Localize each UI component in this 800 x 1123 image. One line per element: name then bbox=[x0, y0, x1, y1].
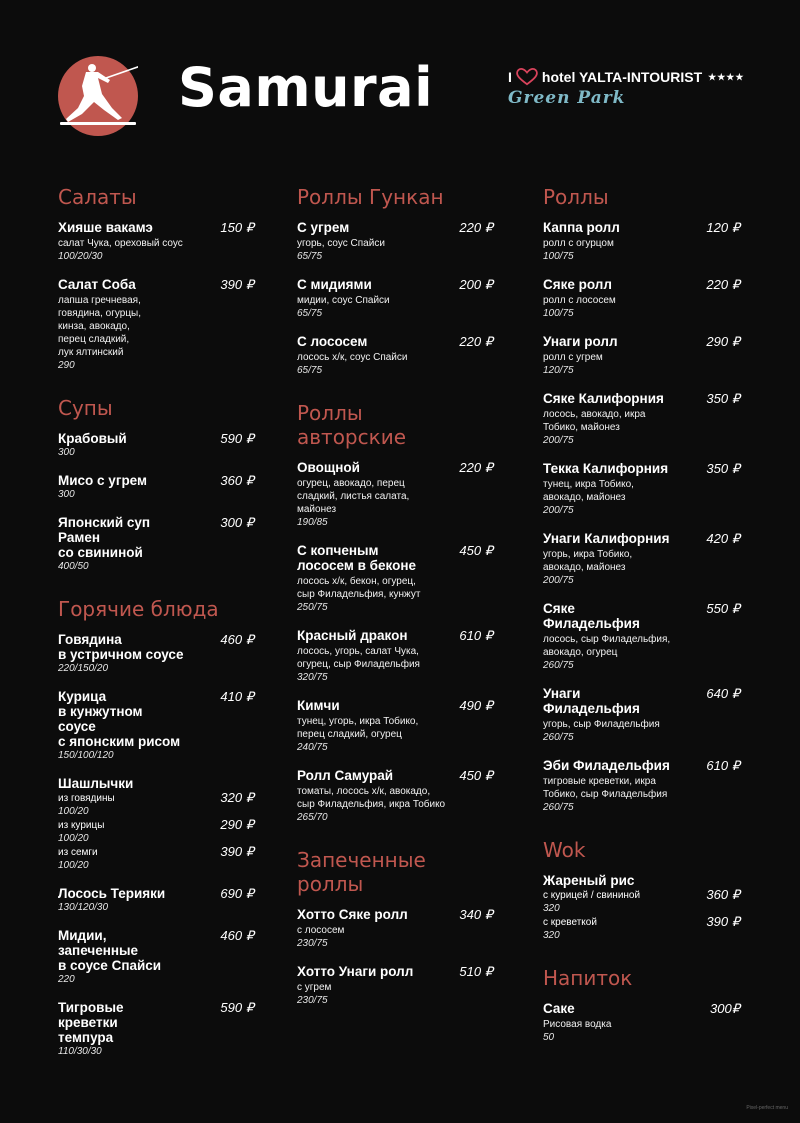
item-price: 460 ₽ bbox=[220, 632, 254, 647]
menu-item bbox=[543, 277, 740, 320]
item-description: угорь, икра Тобико, авокадо, майонез bbox=[543, 549, 633, 573]
item-weight: 230/75 bbox=[297, 938, 328, 949]
item-price: 410 ₽ bbox=[220, 689, 254, 704]
item-name: Салат Соба bbox=[58, 277, 136, 292]
item-weight: 300 bbox=[58, 447, 75, 458]
item-description: салат Чука, ореховый соус bbox=[58, 238, 183, 249]
menu-section bbox=[297, 185, 493, 377]
item-variant bbox=[58, 819, 254, 845]
menu-item bbox=[58, 515, 254, 573]
item-price: 460 ₽ bbox=[220, 928, 254, 943]
item-name: Говядина в устричном соусе bbox=[58, 632, 184, 662]
item-weight: 290 bbox=[58, 360, 75, 371]
item-price: 690 ₽ bbox=[220, 886, 254, 901]
item-name: Хияше вакамэ bbox=[58, 220, 153, 235]
item-description: лосось х/к, бекон, огурец, сыр Филадельфия, кунжут bbox=[297, 576, 421, 600]
item-description: лосось, угорь, салат Чука, огурец, сыр Филадельфия bbox=[297, 646, 420, 670]
item-description: ролл с огурцом bbox=[543, 238, 614, 249]
menu-item bbox=[297, 220, 493, 263]
menu-section bbox=[58, 396, 254, 573]
item-price: 220 ₽ bbox=[706, 277, 740, 292]
item-price: 640 ₽ bbox=[706, 686, 740, 701]
item-name: Тигровые креветки темпура bbox=[58, 1000, 124, 1045]
menu-section bbox=[543, 838, 740, 942]
item-variant bbox=[543, 916, 740, 942]
item-weight: 240/75 bbox=[297, 742, 328, 753]
hotel-line bbox=[508, 68, 748, 86]
item-weight: 190/85 bbox=[297, 517, 328, 528]
section-title: Салаты bbox=[58, 185, 137, 209]
menu-item bbox=[58, 431, 254, 459]
menu-column-3 bbox=[543, 185, 740, 1068]
item-name: Текка Калифорния bbox=[543, 461, 669, 476]
item-price: 450 ₽ bbox=[459, 543, 493, 558]
item-name: Овощной bbox=[297, 460, 360, 475]
menu-section bbox=[297, 848, 493, 1007]
item-price: 220 ₽ bbox=[459, 220, 493, 235]
menu-item bbox=[58, 886, 254, 914]
menu-column-2 bbox=[297, 185, 493, 1031]
item-name: Крабовый bbox=[58, 431, 127, 446]
item-name: Красный дракон bbox=[297, 628, 408, 643]
item-price: 220 ₽ bbox=[459, 334, 493, 349]
section-title: Роллы авторские bbox=[297, 401, 407, 449]
menu-section bbox=[58, 597, 254, 1058]
green-park-label: Green Park bbox=[508, 88, 626, 108]
menu-item bbox=[297, 460, 493, 529]
item-price: 120 ₽ bbox=[706, 220, 740, 235]
variant-label: из говядины bbox=[58, 793, 115, 804]
item-price: 420 ₽ bbox=[706, 531, 740, 546]
item-name: Курица в кунжутном соусе с японским рисом bbox=[58, 689, 181, 749]
item-description: огурец, авокадо, перец сладкий, листья салата, майонез bbox=[297, 478, 410, 515]
item-name: Мидии, запеченные в соусе Спайси bbox=[58, 928, 162, 973]
menu-column-1 bbox=[58, 185, 254, 1082]
item-name: Сяке Калифорния bbox=[543, 391, 664, 406]
item-variant bbox=[58, 846, 254, 872]
item-price: 150 ₽ bbox=[220, 220, 254, 235]
variant-price: 360 ₽ bbox=[706, 887, 740, 902]
section-title: Wok bbox=[543, 838, 586, 862]
menu-item bbox=[543, 1001, 740, 1044]
hotel-prefix: I bbox=[508, 69, 512, 85]
item-description: ролл с лососем bbox=[543, 295, 616, 306]
menu-item bbox=[543, 220, 740, 263]
menu-item bbox=[543, 601, 740, 672]
item-price: 300 ₽ bbox=[220, 515, 254, 530]
item-price: 450 ₽ bbox=[459, 768, 493, 783]
variant-weight: 320 bbox=[543, 903, 560, 914]
footer-note: Pixel-perfect menu bbox=[746, 1105, 788, 1111]
item-name: Унаги ролл bbox=[543, 334, 618, 349]
item-description: лосось, сыр Филадельфия, авокадо, огурец bbox=[543, 634, 671, 658]
menu-item bbox=[297, 964, 493, 1007]
item-variant bbox=[58, 792, 254, 818]
section-title: Роллы bbox=[543, 185, 609, 209]
item-weight: 220/150/20 bbox=[58, 663, 109, 674]
variant-weight: 320 bbox=[543, 930, 560, 941]
item-price: 340 ₽ bbox=[459, 907, 493, 922]
variant-weight: 100/20 bbox=[58, 860, 89, 871]
item-description: Рисовая водка bbox=[543, 1019, 612, 1030]
item-name: Унаги Филадельфия bbox=[543, 686, 640, 716]
item-weight: 120/75 bbox=[543, 365, 574, 376]
menu-item bbox=[297, 907, 493, 950]
item-name: Хотто Сяке ролл bbox=[297, 907, 408, 922]
section-title: Горячие блюда bbox=[58, 597, 219, 621]
item-name: Шашлычки bbox=[58, 776, 134, 791]
variant-label: из курицы bbox=[58, 820, 105, 831]
menu-item bbox=[543, 461, 740, 517]
item-variant bbox=[543, 889, 740, 915]
item-weight: 110/30/30 bbox=[58, 1046, 102, 1057]
item-description: с угрем bbox=[297, 982, 332, 993]
item-weight: 50 bbox=[543, 1032, 555, 1043]
item-name: С копченым лососем в беконе bbox=[297, 543, 417, 573]
menu-item bbox=[58, 928, 254, 986]
item-price: 220 ₽ bbox=[459, 460, 493, 475]
item-name: Мисо с угрем bbox=[58, 473, 148, 488]
item-price: 610 ₽ bbox=[459, 628, 493, 643]
menu-section bbox=[58, 185, 254, 372]
item-name: Японский суп Рамен со свининой bbox=[58, 515, 151, 560]
hotel-logo bbox=[508, 68, 748, 108]
item-price: 550 ₽ bbox=[706, 601, 740, 616]
menu-item bbox=[543, 758, 740, 814]
item-price: 200 ₽ bbox=[459, 277, 493, 292]
variant-label: с курицей / свининой bbox=[543, 890, 641, 901]
item-description: тунец, икра Тобико, авокадо, майонез bbox=[543, 479, 634, 503]
item-description: с лососем bbox=[297, 925, 345, 936]
item-description: угорь, сыр Филадельфия bbox=[543, 719, 660, 730]
variant-weight: 100/20 bbox=[58, 833, 89, 844]
item-price: 300₽ bbox=[710, 1001, 740, 1016]
variant-price: 320 ₽ bbox=[220, 790, 254, 805]
item-name: С лососем bbox=[297, 334, 368, 349]
item-name: Жареный рис bbox=[543, 873, 635, 888]
menu-item bbox=[543, 391, 740, 447]
hotel-stars: ★★★★ bbox=[708, 71, 745, 82]
item-name: Кимчи bbox=[297, 698, 340, 713]
item-name: Сяке ролл bbox=[543, 277, 612, 292]
heart-icon bbox=[516, 68, 538, 86]
item-price: 510 ₽ bbox=[459, 964, 493, 979]
item-weight: 250/75 bbox=[297, 602, 328, 613]
item-price: 290 ₽ bbox=[706, 334, 740, 349]
item-price: 350 ₽ bbox=[706, 391, 740, 406]
item-description: тунец, угорь, икра Тобико, перец сладкий, огурец bbox=[297, 716, 419, 740]
item-price: 360 ₽ bbox=[220, 473, 254, 488]
section-title: Напиток bbox=[543, 966, 633, 990]
variant-label: с креветкой bbox=[543, 917, 597, 928]
item-price: 590 ₽ bbox=[220, 1000, 254, 1015]
item-weight: 65/75 bbox=[297, 251, 323, 262]
menu-item bbox=[297, 277, 493, 320]
menu-item bbox=[543, 334, 740, 377]
item-name: Ролл Самурай bbox=[297, 768, 394, 783]
item-name: Унаги Калифорния bbox=[543, 531, 670, 546]
item-weight: 300 bbox=[58, 489, 75, 500]
menu-item bbox=[58, 1000, 254, 1058]
menu-item bbox=[58, 220, 254, 263]
item-description: ролл с угрем bbox=[543, 352, 603, 363]
hotel-name: hotel YALTA-INTOURIST bbox=[541, 69, 703, 85]
variant-price: 390 ₽ bbox=[220, 844, 254, 859]
item-weight: 200/75 bbox=[543, 505, 574, 516]
variant-price: 290 ₽ bbox=[220, 817, 254, 832]
menu-item bbox=[58, 632, 254, 675]
item-price: 490 ₽ bbox=[459, 698, 493, 713]
menu-item bbox=[297, 768, 493, 824]
item-weight: 200/75 bbox=[543, 435, 574, 446]
item-description: томаты, лосось х/к, авокадо, сыр Филадельфия, икра Тобико bbox=[297, 786, 446, 810]
item-name: Каппа ролл bbox=[543, 220, 620, 235]
item-weight: 400/50 bbox=[58, 561, 89, 572]
item-name: Эби Филадельфия bbox=[543, 758, 670, 773]
item-description: лапша гречневая, говядина, огурцы, кинза, авокадо, перец сладкий, лук ялтинский bbox=[58, 295, 142, 358]
section-title: Супы bbox=[58, 396, 113, 420]
samurai-logo-icon bbox=[58, 56, 138, 136]
item-description: мидии, соус Спайси bbox=[297, 295, 390, 306]
item-description: лосось, авокадо, икра Тобико, майонез bbox=[543, 409, 646, 433]
item-weight: 65/75 bbox=[297, 365, 323, 376]
item-weight: 150/100/120 bbox=[58, 750, 114, 761]
item-price: 350 ₽ bbox=[706, 461, 740, 476]
item-description: угорь, соус Спайси bbox=[297, 238, 385, 249]
item-name: Лосось Терияки bbox=[58, 886, 166, 901]
menu-item bbox=[58, 277, 254, 372]
item-description: тигровые креветки, икра Тобико, сыр Филадельфия bbox=[543, 776, 668, 800]
variant-label: из семги bbox=[58, 847, 98, 858]
section-title: Роллы Гункан bbox=[297, 185, 444, 209]
menu-item bbox=[297, 543, 493, 614]
item-name: Сяке Филадельфия bbox=[543, 601, 640, 631]
item-weight: 260/75 bbox=[543, 802, 574, 813]
item-price: 590 ₽ bbox=[220, 431, 254, 446]
item-weight: 260/75 bbox=[543, 660, 574, 671]
variant-price: 390 ₽ bbox=[706, 914, 740, 929]
item-description: лосось х/к, соус Спайси bbox=[297, 352, 408, 363]
item-weight: 100/75 bbox=[543, 308, 574, 319]
item-weight: 100/75 bbox=[543, 251, 574, 262]
menu-item bbox=[58, 689, 254, 762]
section-title: Запеченные роллы bbox=[297, 848, 426, 896]
item-weight: 265/70 bbox=[297, 812, 328, 823]
item-name: С угрем bbox=[297, 220, 350, 235]
item-price: 390 ₽ bbox=[220, 277, 254, 292]
item-weight: 230/75 bbox=[297, 995, 328, 1006]
variant-weight: 100/20 bbox=[58, 806, 89, 817]
brand-title: Samurai bbox=[178, 56, 434, 119]
item-weight: 130/120/30 bbox=[58, 902, 109, 913]
item-price: 610 ₽ bbox=[706, 758, 740, 773]
menu-section bbox=[297, 401, 493, 824]
menu-item bbox=[543, 873, 740, 942]
menu-section bbox=[543, 185, 740, 814]
menu-item bbox=[543, 686, 740, 744]
item-weight: 260/75 bbox=[543, 732, 574, 743]
item-weight: 65/75 bbox=[297, 308, 323, 319]
item-name: Хотто Унаги ролл bbox=[297, 964, 414, 979]
menu-item bbox=[297, 628, 493, 684]
menu-section bbox=[543, 966, 740, 1044]
menu-item bbox=[58, 776, 254, 872]
item-name: С мидиями bbox=[297, 277, 372, 292]
menu-item bbox=[543, 531, 740, 587]
item-weight: 220 bbox=[58, 974, 75, 985]
menu-item bbox=[297, 334, 493, 377]
menu-item bbox=[58, 473, 254, 501]
item-weight: 200/75 bbox=[543, 575, 574, 586]
menu-item bbox=[297, 698, 493, 754]
item-weight: 320/75 bbox=[297, 672, 328, 683]
item-weight: 100/20/30 bbox=[58, 251, 103, 262]
item-name: Саке bbox=[543, 1001, 575, 1016]
